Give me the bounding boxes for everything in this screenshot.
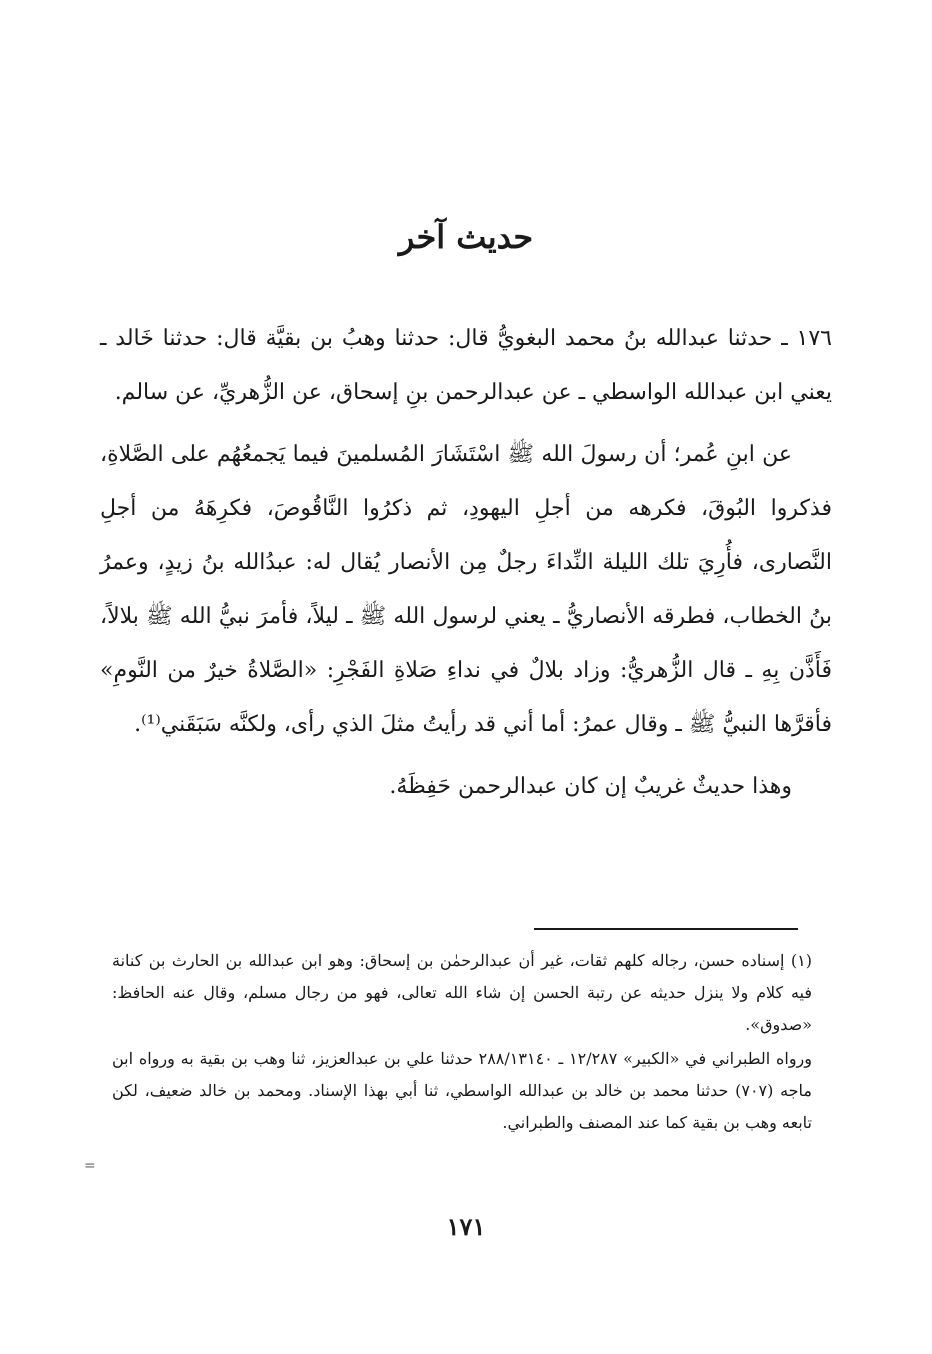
isnad-paragraph: ١٧٦ ـ حدثنا عبدالله بنُ محمد البغويُّ قال: حدثنا وهبُ بن بقيَّة قال: حدثنا خَالد ـ يعني ابن عبدالله الواسطي ـ عن عبدالرحمن بنِ إسحاق، عن الزُّهريِّ، عن سالم. bbox=[100, 326, 832, 405]
page-number: ١٧١ bbox=[446, 1212, 486, 1241]
footnotes bbox=[112, 945, 812, 1141]
hadith-body bbox=[100, 312, 832, 822]
footnote-continuation: ورواه الطبراني في «الكبير» ١٢/٢٨٧ ـ ٢٨٨/١٣١٤٠ حدثنا علي بن عبدالعزيز، ثنا وهب بن بقية به ورواه ابن ماجه (٧٠٧) حدثنا محمد بن خالد بن عبدالله الواسطي، ثنا أبي بهذا الإسناد. ومحمد بن خالد ضعيف، لكن تابعه وهب بن بقية كما عند المصنف والطبراني. bbox=[112, 1049, 813, 1132]
footnote-1: (١) إسناده حسن، رجاله كلهم ثقات، غير أن عبدالرحمٰن بن إسحاق: وهو ابن عبدالله بن الحارث بن كنانة فيه كلام ولا ينزل حديثه عن رتبة الحسن إن شاء الله تعالى، فهو من رجال مسلم، وقال عنه الحافظ: «صدوق». bbox=[112, 951, 812, 1034]
continuation-mark: = bbox=[84, 1158, 96, 1174]
matn-paragraph: عن ابنِ عُمر؛ أن رسولَ الله ﷺ اسْتَشَارَ المُسلمينَ فيما يَجمعُهُم على الصَّلاةِ، فذكروا البُوقَ، فكرهه من أجلِ اليهودِ، ثم ذكرُوا النَّاقُوصَ، فكرِهَهُ من أجلِ النَّصارى، فأُرِيَ تلك الليلة النِّداءَ رجلٌ مِن الأنصار يُقال له: عبدُالله بنُ زيدٍ، وعمرُ بنُ الخطاب، فطرقه الأنصاريُّ ـ يعني لرسول الله ﷺ ـ ليلاً، فأمرَ نبيُّ الله ﷺ بلالاً، فَأَذَّن بِهِ ـ قال الزُّهريُّ: وزاد بلالٌ في نداءِ صَلاةِ الفَجْرِ: «الصَّلاةُ خيرٌ من النَّومِ» فأقرَّها النبيُّ ﷺ ـ وقال عمرُ: أما أني قد رأيتُ مثلَ الذي رأى، ولكنَّه سَبَقَني⁽¹⁾. bbox=[100, 442, 832, 737]
comment-paragraph: وهذا حديثٌ غريبٌ إن كان عبدالرحمن حَفِظَهُ. bbox=[389, 774, 792, 799]
section-heading: حديث آخر bbox=[398, 218, 534, 256]
footnote-separator bbox=[534, 928, 798, 930]
